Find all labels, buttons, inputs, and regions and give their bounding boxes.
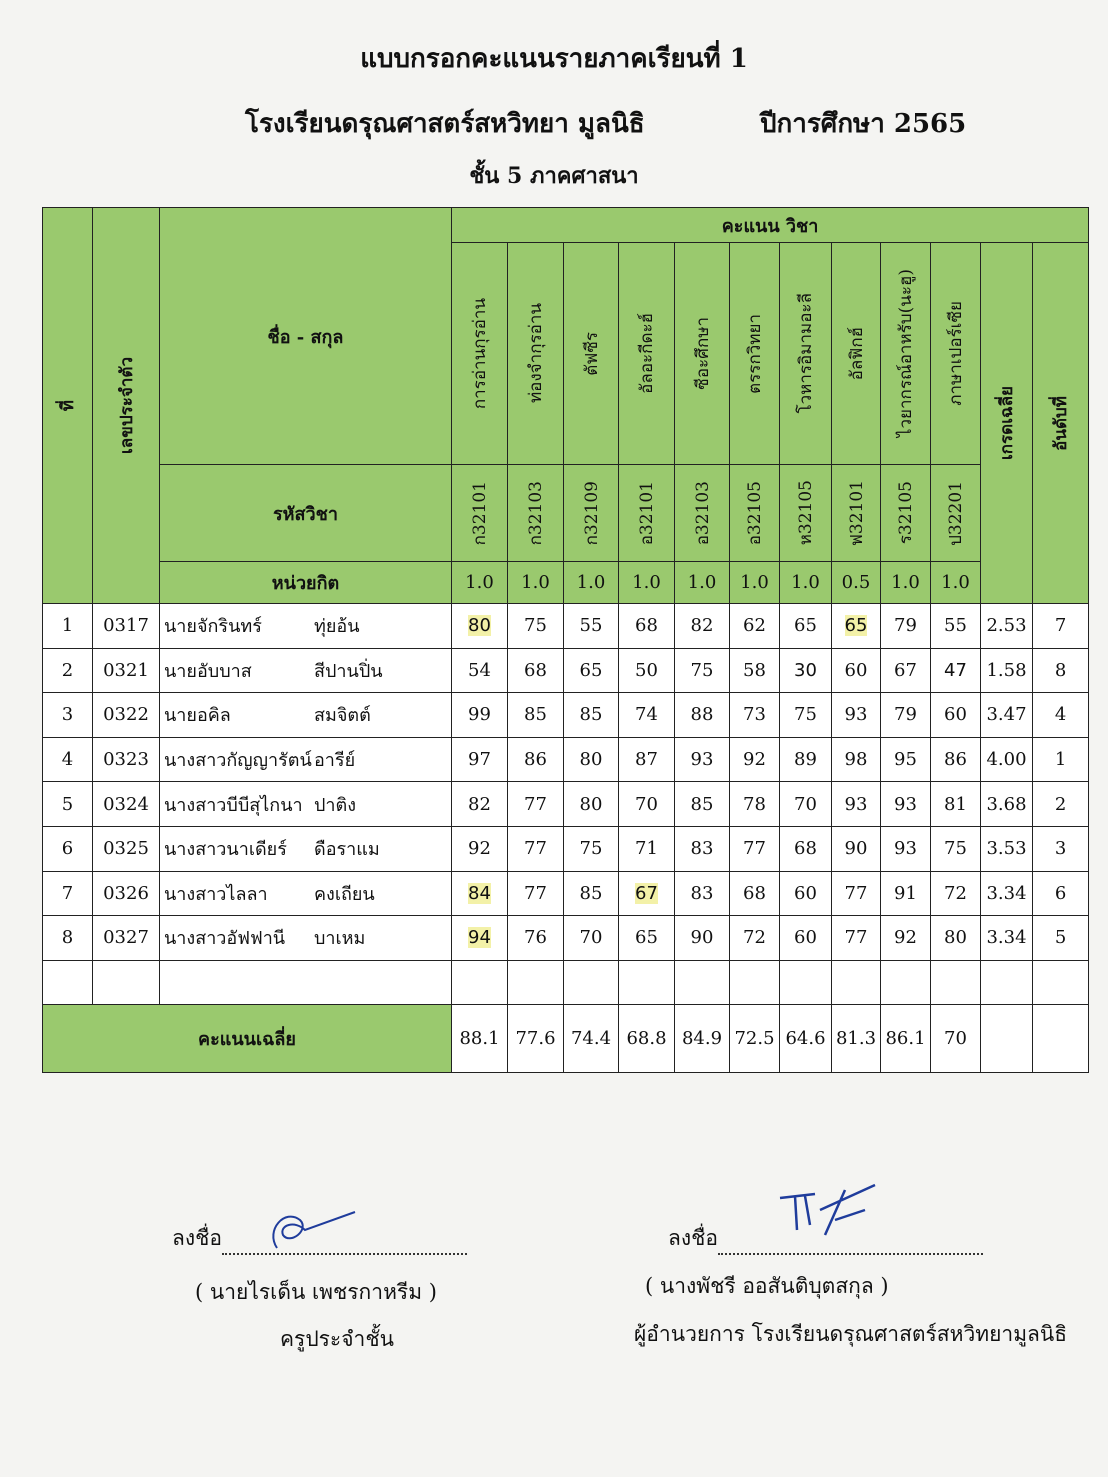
empty-cell <box>675 960 730 1004</box>
subject-code: ร32105 <box>881 465 931 562</box>
subject-name-header: ตัฟซีร <box>564 243 619 465</box>
rank-header: อันดับที่ <box>1033 243 1089 604</box>
table-row <box>43 871 1089 916</box>
score-cell: 85 <box>564 871 619 916</box>
grade-table <box>42 207 1089 1073</box>
rank-cell: 3 <box>1033 826 1089 871</box>
gpa-cell: 3.34 <box>981 916 1033 961</box>
student-first-name: นางสาวกัญญารัตน์ <box>164 750 312 772</box>
subject-credit: 1.0 <box>730 562 780 604</box>
score-cell: 70 <box>619 782 675 827</box>
score-cell: 60 <box>780 871 832 916</box>
subject-credit: 1.0 <box>780 562 832 604</box>
empty-cell <box>1033 960 1089 1004</box>
student-last-name: ปาติง <box>314 794 357 816</box>
score-cell: 86 <box>931 737 981 782</box>
score-cell: 80 <box>564 782 619 827</box>
empty-cell <box>981 960 1033 1004</box>
empty-row <box>43 960 1089 1004</box>
score-cell: 77 <box>832 871 881 916</box>
student-last-name: ดือราแม <box>314 839 380 861</box>
average-cell: 68.8 <box>619 1004 675 1072</box>
rank-cell: 8 <box>1033 648 1089 693</box>
score-cell: 54 <box>452 648 508 693</box>
score-cell: 75 <box>931 826 981 871</box>
student-first-name: นางสาวบีบีสุไกนา <box>164 794 303 816</box>
score-cell: 82 <box>675 604 730 649</box>
rank-cell: 4 <box>1033 693 1089 738</box>
subject-credit: 1.0 <box>508 562 564 604</box>
score-cell: 92 <box>452 826 508 871</box>
subject-name-header: ไวยากรณ์อาหรับ(นะฮู) <box>881 243 931 465</box>
score-cell: 77 <box>508 826 564 871</box>
student-name <box>160 737 452 782</box>
student-id: 0322 <box>93 693 160 738</box>
form-title: แบบกรอกคะแนนรายภาคเรียนที่ 1 <box>360 44 748 74</box>
score-cell: 75 <box>675 648 730 693</box>
subject-name-header: ท่องจำกุรอ่าน <box>508 243 564 465</box>
code-label: รหัสวิชา <box>160 465 452 562</box>
score-cell: 72 <box>931 871 981 916</box>
subject-name-header: การอ่านกุรอ่าน <box>452 243 508 465</box>
subject-code: ห32105 <box>780 465 832 562</box>
score-cell: 90 <box>675 916 730 961</box>
table-row <box>43 916 1089 961</box>
score-cell: 81 <box>931 782 981 827</box>
student-last-name: อารีย์ <box>314 750 356 772</box>
score-cell: 80 <box>931 916 981 961</box>
gpa-cell: 3.53 <box>981 826 1033 871</box>
score-cell: 85 <box>508 693 564 738</box>
class-level: ชั้น 5 ภาคศาสนา <box>469 163 639 189</box>
subject-credit: 1.0 <box>564 562 619 604</box>
teacher-role: ครูประจำชั้น <box>280 1327 394 1351</box>
score-cell: 93 <box>832 693 881 738</box>
subject-code: ก32103 <box>508 465 564 562</box>
subject-name-header: ภาษาเปอร์เซีย <box>931 243 981 465</box>
student-name <box>160 648 452 693</box>
score-cell: 77 <box>508 782 564 827</box>
credit-label: หน่วยกิต <box>160 562 452 604</box>
student-name <box>160 916 452 961</box>
empty-cell <box>452 960 508 1004</box>
table-row <box>43 782 1089 827</box>
score-cell: 65 <box>832 604 881 649</box>
col-name-header: ชื่อ - สกุล <box>160 208 452 465</box>
director-sign-line: ลงชื่อ <box>668 1222 983 1255</box>
score-cell: 75 <box>564 826 619 871</box>
col-id-header: เลขประจำตัว <box>93 208 160 604</box>
score-cell: 95 <box>881 737 931 782</box>
score-cell: 87 <box>619 737 675 782</box>
subject-name-header: โวหารอิมามอะลี <box>780 243 832 465</box>
empty-cell <box>508 960 564 1004</box>
student-id: 0321 <box>93 648 160 693</box>
subject-name-header: อัลฟิกฮ์ <box>832 243 881 465</box>
teacher-signature <box>255 1200 375 1260</box>
rank-cell: 7 <box>1033 604 1089 649</box>
subject-credit: 1.0 <box>452 562 508 604</box>
score-cell: 60 <box>780 916 832 961</box>
score-cell: 55 <box>931 604 981 649</box>
gpa-cell: 4.00 <box>981 737 1033 782</box>
subject-code: อ32105 <box>730 465 780 562</box>
score-cell: 99 <box>452 693 508 738</box>
rank-cell: 5 <box>1033 916 1089 961</box>
student-id: 0317 <box>93 604 160 649</box>
gpa-cell: 3.47 <box>981 693 1033 738</box>
empty-cell <box>931 960 981 1004</box>
score-cell: 70 <box>780 782 832 827</box>
average-cell: 81.3 <box>832 1004 881 1072</box>
student-id: 0325 <box>93 826 160 871</box>
score-cell: 68 <box>619 604 675 649</box>
score-cell: 98 <box>832 737 881 782</box>
score-cell: 68 <box>508 648 564 693</box>
empty-cell <box>93 960 160 1004</box>
empty-cell <box>730 960 780 1004</box>
gpa-header: เกรดเฉลี่ย <box>981 243 1033 604</box>
average-cell: 84.9 <box>675 1004 730 1072</box>
score-cell: 50 <box>619 648 675 693</box>
score-cell: 76 <box>508 916 564 961</box>
empty-cell <box>564 960 619 1004</box>
score-cell: 65 <box>780 604 832 649</box>
student-first-name: นางสาวนาเดียร์ <box>164 839 287 861</box>
score-cell: 67 <box>619 871 675 916</box>
subject-credit: 1.0 <box>881 562 931 604</box>
score-cell: 30 <box>780 648 832 693</box>
subject-credit: 1.0 <box>931 562 981 604</box>
score-cell: 86 <box>508 737 564 782</box>
score-cell: 90 <box>832 826 881 871</box>
score-cell: 47 <box>931 648 981 693</box>
score-cell: 93 <box>675 737 730 782</box>
student-first-name: นางสาวไลลา <box>164 883 268 905</box>
table-row <box>43 693 1089 738</box>
empty-cell <box>780 960 832 1004</box>
student-last-name: สมจิตต์ <box>314 705 371 727</box>
score-cell: 65 <box>564 648 619 693</box>
score-cell: 55 <box>564 604 619 649</box>
subject-name-header: ซีอะศึกษา <box>675 243 730 465</box>
score-cell: 74 <box>619 693 675 738</box>
score-cell: 80 <box>452 604 508 649</box>
subject-name-header: ตรรกวิทยา <box>730 243 780 465</box>
score-cell: 58 <box>730 648 780 693</box>
average-cell: 72.5 <box>730 1004 780 1072</box>
school-name: โรงเรียนดรุณศาสตร์สหวิทยา มูลนิธิ <box>245 109 645 139</box>
student-name <box>160 826 452 871</box>
score-cell: 60 <box>832 648 881 693</box>
score-cell: 77 <box>508 871 564 916</box>
row-number: 8 <box>43 916 93 961</box>
table-row <box>43 826 1089 871</box>
gpa-cell: 1.58 <box>981 648 1033 693</box>
score-cell: 93 <box>832 782 881 827</box>
average-label: คะแนนเฉลี่ย <box>43 1004 452 1072</box>
score-cell: 97 <box>452 737 508 782</box>
student-first-name: นายจักรินทร์ <box>164 616 262 638</box>
score-cell: 75 <box>508 604 564 649</box>
score-cell: 77 <box>730 826 780 871</box>
subject-code: อ32103 <box>675 465 730 562</box>
score-cell: 72 <box>730 916 780 961</box>
score-cell: 77 <box>832 916 881 961</box>
score-cell: 79 <box>881 604 931 649</box>
academic-year: ปีการศึกษา 2565 <box>760 109 967 139</box>
subject-code: ฟ32101 <box>832 465 881 562</box>
empty-cell <box>881 960 931 1004</box>
subjects-header: คะแนน วิชา <box>452 208 1089 243</box>
gpa-cell: 3.34 <box>981 871 1033 916</box>
empty-cell <box>160 960 452 1004</box>
score-cell: 68 <box>730 871 780 916</box>
average-cell: 86.1 <box>881 1004 931 1072</box>
col-no-header: ที่ <box>43 208 93 604</box>
score-cell: 83 <box>675 871 730 916</box>
subject-code: ก32109 <box>564 465 619 562</box>
score-cell: 85 <box>675 782 730 827</box>
average-cell: 70 <box>931 1004 981 1072</box>
student-last-name: บาเหม <box>314 928 366 950</box>
score-cell: 93 <box>881 782 931 827</box>
empty-cell <box>1033 1004 1089 1072</box>
student-first-name: นายอคิล <box>164 705 231 727</box>
score-cell: 88 <box>675 693 730 738</box>
average-cell: 64.6 <box>780 1004 832 1072</box>
subject-code: ก32101 <box>452 465 508 562</box>
score-cell: 68 <box>780 826 832 871</box>
student-id: 0324 <box>93 782 160 827</box>
rank-cell: 6 <box>1033 871 1089 916</box>
score-cell: 79 <box>881 693 931 738</box>
student-last-name: สีปานปิ่น <box>314 660 383 682</box>
score-cell: 73 <box>730 693 780 738</box>
empty-cell <box>832 960 881 1004</box>
average-cell: 74.4 <box>564 1004 619 1072</box>
subject-credit: 1.0 <box>675 562 730 604</box>
score-cell: 65 <box>619 916 675 961</box>
student-id: 0326 <box>93 871 160 916</box>
row-number: 5 <box>43 782 93 827</box>
score-cell: 71 <box>619 826 675 871</box>
student-name <box>160 693 452 738</box>
score-cell: 84 <box>452 871 508 916</box>
row-number: 3 <box>43 693 93 738</box>
teacher-sign-line: ลงชื่อ <box>172 1222 467 1255</box>
score-cell: 94 <box>452 916 508 961</box>
student-id: 0327 <box>93 916 160 961</box>
student-first-name: นายอับบาส <box>164 660 252 682</box>
average-row <box>43 1004 1089 1072</box>
subject-credit: 1.0 <box>619 562 675 604</box>
teacher-name: ( นายไรเด็น เพชรกาหรีม ) <box>195 1280 437 1304</box>
row-number: 6 <box>43 826 93 871</box>
empty-cell <box>619 960 675 1004</box>
student-last-name: คงเถียน <box>314 883 375 905</box>
score-cell: 92 <box>730 737 780 782</box>
average-cell: 88.1 <box>452 1004 508 1072</box>
score-cell: 80 <box>564 737 619 782</box>
score-cell: 92 <box>881 916 931 961</box>
gpa-cell: 3.68 <box>981 782 1033 827</box>
director-signature <box>765 1180 905 1250</box>
gpa-cell: 2.53 <box>981 604 1033 649</box>
score-cell: 91 <box>881 871 931 916</box>
student-name <box>160 871 452 916</box>
subject-name-header: อัลอะกีดะฮ์ <box>619 243 675 465</box>
empty-cell <box>43 960 93 1004</box>
average-cell: 77.6 <box>508 1004 564 1072</box>
subject-code: อ32101 <box>619 465 675 562</box>
score-cell: 75 <box>780 693 832 738</box>
row-number: 1 <box>43 604 93 649</box>
row-number: 4 <box>43 737 93 782</box>
subject-credit: 0.5 <box>832 562 881 604</box>
empty-cell <box>981 1004 1033 1072</box>
table-row <box>43 604 1089 649</box>
score-cell: 83 <box>675 826 730 871</box>
score-cell: 62 <box>730 604 780 649</box>
score-cell: 70 <box>564 916 619 961</box>
table-row <box>43 737 1089 782</box>
director-name: ( นางพัชรี ออสันติบุตสกุล ) <box>645 1274 889 1298</box>
score-cell: 67 <box>881 648 931 693</box>
student-last-name: ทุ่ยอ้น <box>314 616 360 638</box>
table-row <box>43 648 1089 693</box>
row-number: 2 <box>43 648 93 693</box>
subject-code: ป32201 <box>931 465 981 562</box>
score-cell: 78 <box>730 782 780 827</box>
student-id: 0323 <box>93 737 160 782</box>
student-first-name: นางสาวอัฟฟานี <box>164 928 286 950</box>
score-cell: 85 <box>564 693 619 738</box>
rank-cell: 1 <box>1033 737 1089 782</box>
score-cell: 60 <box>931 693 981 738</box>
row-number: 7 <box>43 871 93 916</box>
student-name <box>160 782 452 827</box>
score-cell: 93 <box>881 826 931 871</box>
rank-cell: 2 <box>1033 782 1089 827</box>
score-cell: 89 <box>780 737 832 782</box>
score-cell: 82 <box>452 782 508 827</box>
director-role: ผู้อำนวยการ โรงเรียนดรุณศาสตร์สหวิทยามูลนิธิ <box>634 1322 1068 1346</box>
student-name <box>160 604 452 649</box>
